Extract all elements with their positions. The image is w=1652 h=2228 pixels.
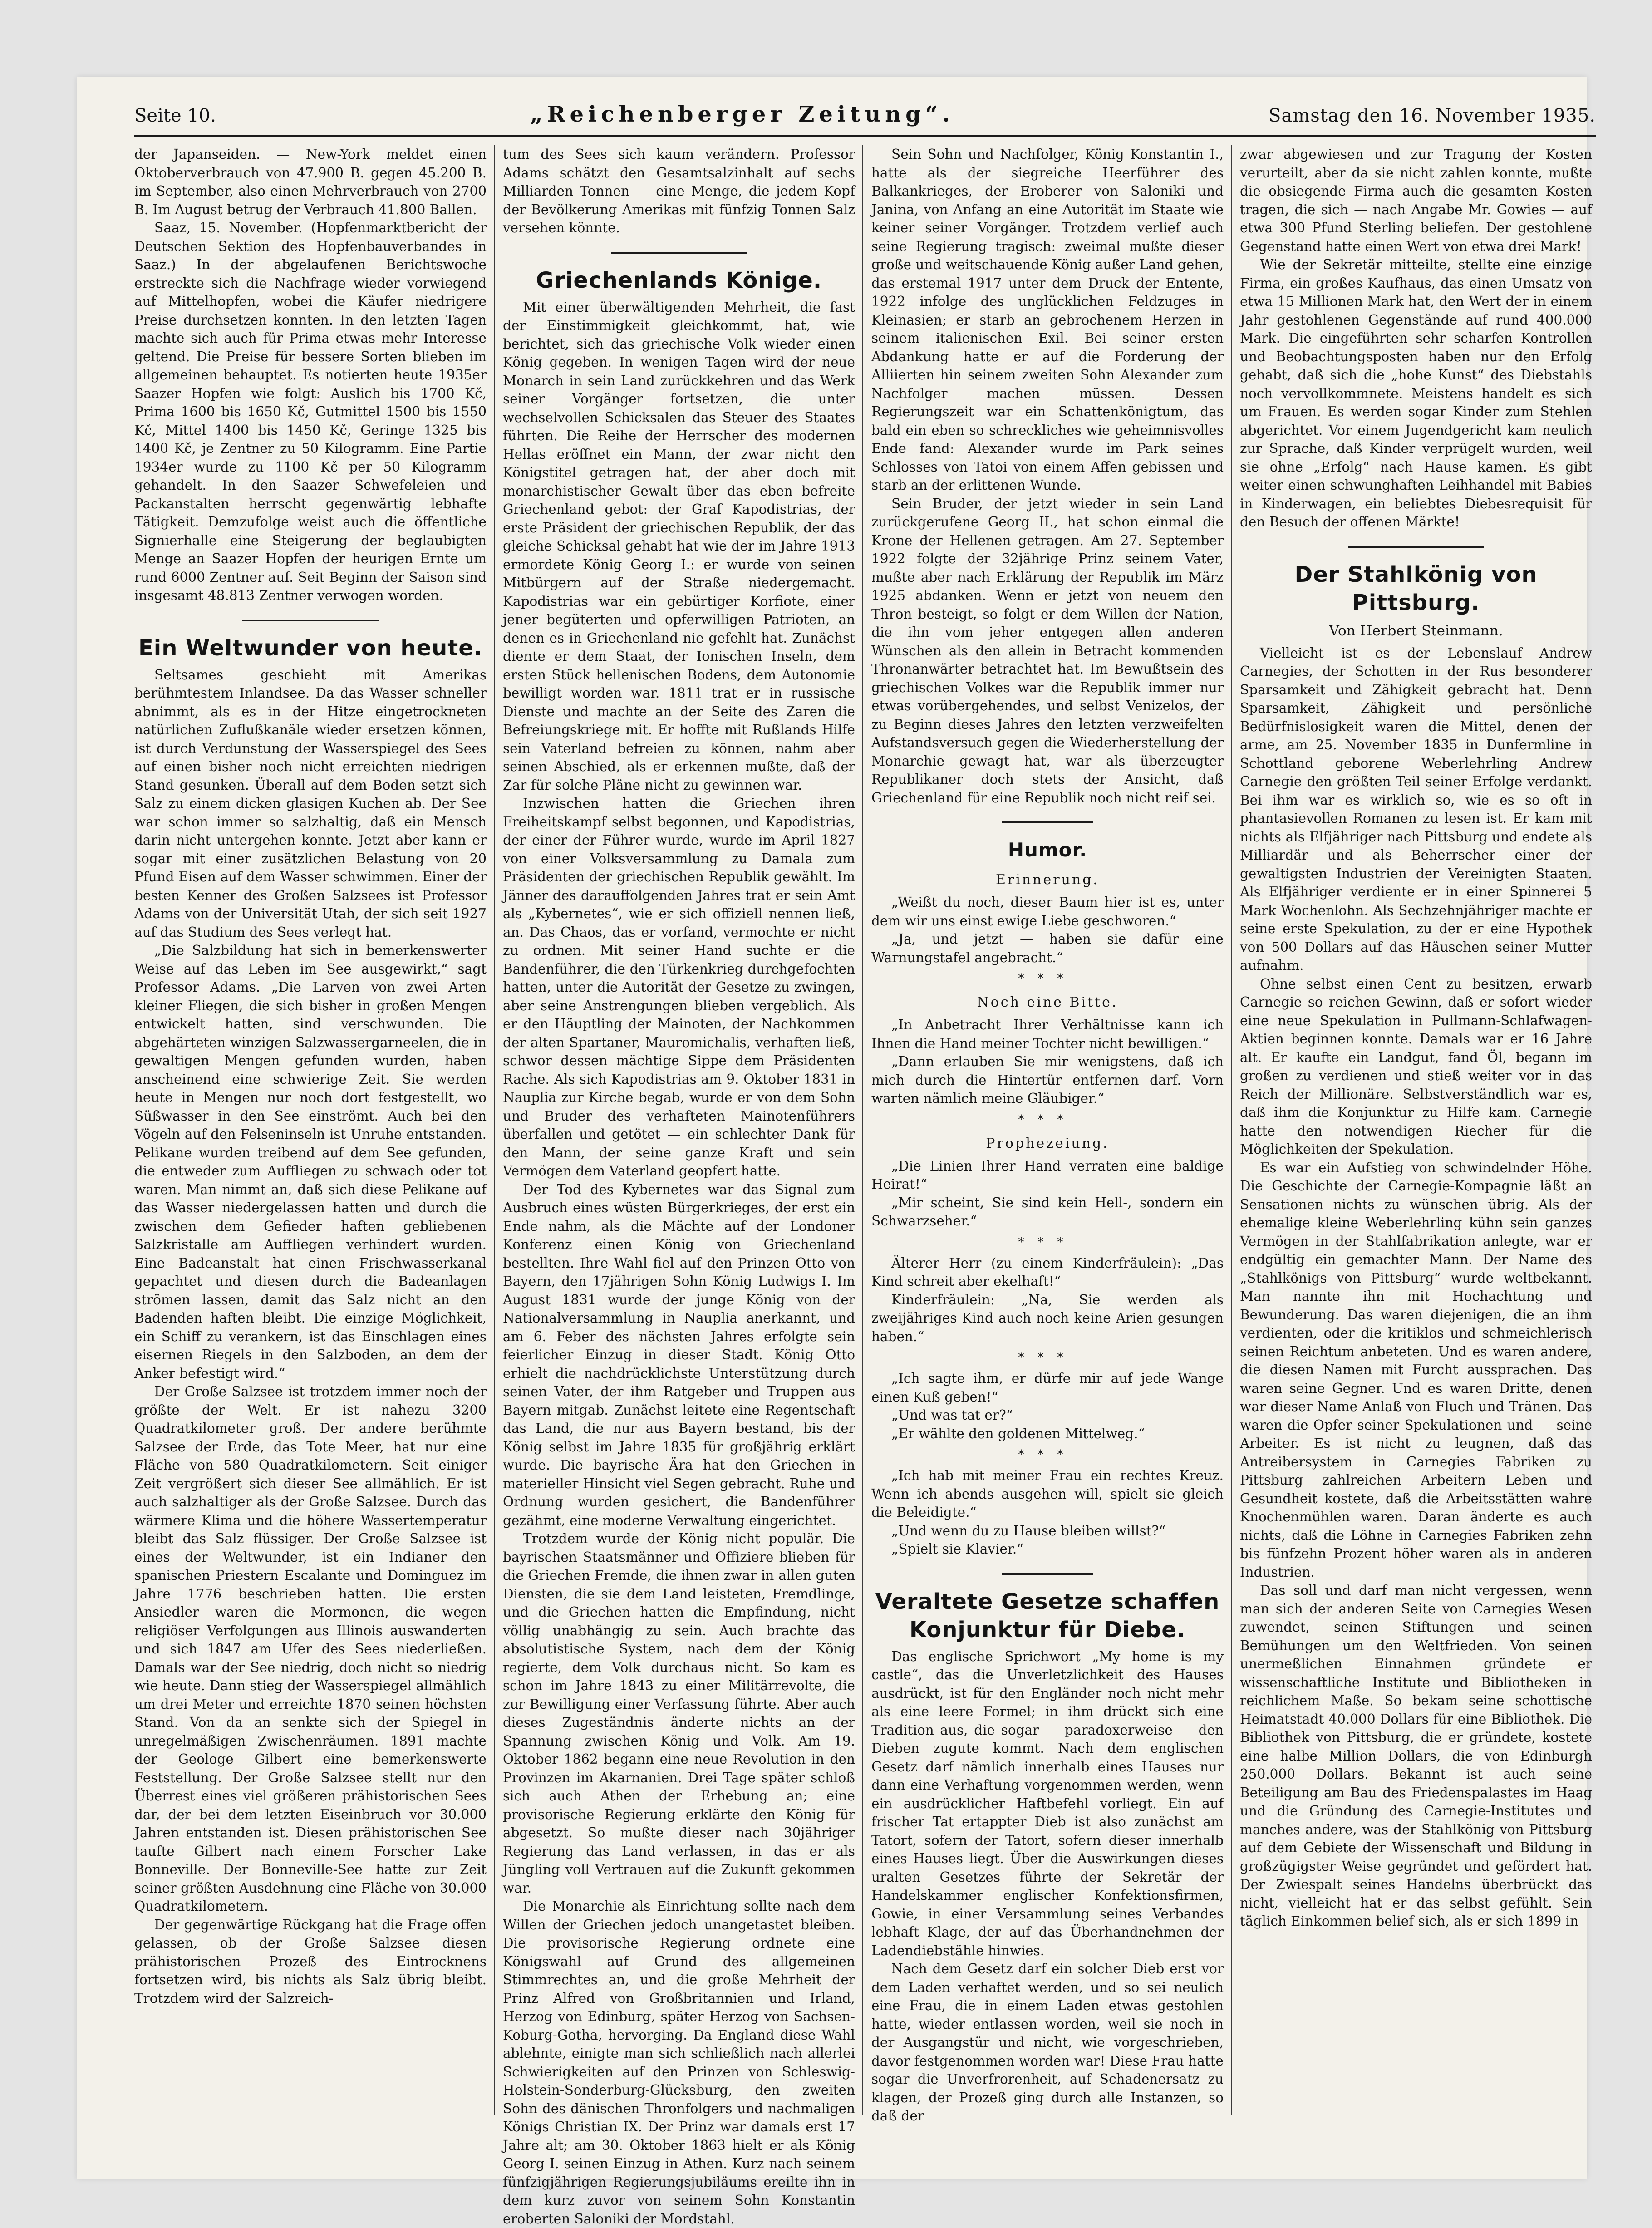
section-divider [611, 252, 747, 254]
joke-line: „Ja, und jetzt — haben sie dafür eine Warnungstafel angebracht.“ [871, 931, 1224, 965]
joke-line: „Weißt du noch, dieser Baum hier ist es, unter dem wir uns einst ewige Liebe geschworen.“ [871, 895, 1224, 929]
text-paragraph: Wie der Sekretär mitteilte, stellte eine einzige Firma, ein großes Kaufhaus, das einen Umsatz von etwa 15 Millionen Mark hat, den Wert der in einem Jahr gestohlenen Gegenstände auf rund 400.000 Mark. Die eingeführten sehr scharfen Kontrollen und Beobachtungsposten haben nur den Erfolg gehabt, daß sich die „hohe Kunst“ des Diebstahls noch vervollkommnete. Meistens handelt es sich um Frauen. Es werden sogar Kinder zum Stehlen abgerichtet. Vor einem Jugendgericht kam neulich zur Sprache, daß Kinder verprügelt wurden, weil sie ohne „Erfolg“ nach Hause kamen. Es gibt weiter einen schwunghaften Leihhandel mit Babies in Kinderwagen, ein beliebtes Diebesrequisit für den Besuch der offenen Märkte! [1240, 257, 1592, 530]
text-paragraph: der Japanseiden. — New-York meldet einen Oktoberverbrauch von 47.900 B. gegen 45.200 B. im September, also einen Mehrverbrauch von 2700 B. Im August betrug der Verbrauch 41.800 Ballen. [134, 147, 487, 217]
joke-line: „Die Linien Ihrer Hand verraten eine baldige Heirat!“ [871, 1158, 1224, 1192]
text-paragraph: Vielleicht ist es der Lebenslauf Andrew Carnegies, der Schotten in der Rus besonderer Sparsamkeit und Zähigkeit gebracht hat. Denn Sparsamkeit, Zähigkeit und persönliche Bedürfnislosigkeit waren die Mittel, denen der arme, am 25. November 1835 in Dunfermline in Schottland geborene Weberlehrling Andrew Carnegie den größten Teil seiner Erfolge verdankt. Bei ihm war es wirklich so, wie es so oft in phantasievollen Romanen zu lesen ist. Er kam mit nichts als Elfjähriger nach Pittsburg und endete als Milliardär und als Beherrscher einer der gewaltigsten Industrien der Vereinigten Staaten. Als Elfjähriger verdiente er in einer Spinnerei 5 Mark Wochenlohn. Als Sechzehnjähriger machte er seine erste Spekulation, zu der er eine Hypothek von 500 Dollars auf das Häuschen seiner Mutter aufnahm. [1240, 645, 1592, 973]
text-paragraph: Seltsames geschieht mit Amerikas berühmtestem Inlandsee. Da das Wasser schneller abnimmt, als es in der Hitze eingetrockneten natürlichen Zuflußkanäle wieder ersetzen können, ist durch Verdunstung der Wasserspiegel des Sees auf einen bisher noch nicht erreichten niedrigen Stand gesunken. Überall auf dem Boden setzt sich Salz zu einem dicken glasigen Kuchen ab. Der See war schon immer so salzhaltig, daß ein Mensch darin nicht untergehen konnte. Jetzt aber kann er sogar mit einer zusätzlichen Belastung von 20 Pfund Eisen auf dem Wasser schwimmen. Einer der besten Kenner des Großen Salzsees ist Professor Adams von der Universität Utah, der sich seit 1927 auf das Studium des Sees verlegt hat. [134, 667, 487, 940]
page-number: Seite 10. [134, 105, 216, 126]
joke-title: Erinnerung. [996, 872, 1099, 888]
section-divider [242, 620, 379, 621]
text-paragraph: Es war ein Aufstieg von schwindelnder Höhe. Die Geschichte der Carnegie-Kompagnie läßt an Sensationen nichts zu wünschen übrig. Als der ehemalige kleine Weberlehrling kühn sein ganzes Vermögen in der Stahlfabrikation anlegte, war er endgültig ein gemachter Mann. Der Name des „Stahlkönigs von Pittsburg“ wurde weltbekannt. Man nannte ihn mit Hochachtung und Bewunderung. Das waren diejenigen, die an ihm verdienten, oder die kritiklos und schmeichlerisch seinen Reichtum anbeteten. Und es waren andere, die diesen Namen mit Furcht aussprachen. Das waren seine Gegner. Und es waren Dritte, denen war dieser Name Anlaß von Fluch und Tränen. Das waren die Opfer seiner Spekulationen und — seine Arbeiter. Es ist nicht zu leugnen, daß das Antreibersystem in Carnegies Fabriken zu Pittsburg zahlreichen Arbeitern Leben und Gesundheit kostete, daß die Arbeitsstätten wahre Knochenmühlen waren. Daran änderte es auch nichts, daß die Löhne in Carnegies Fabriken zehn bis fünfzehn Prozent höher waren als in anderen Industrien. [1240, 1160, 1592, 1580]
column-divider [1231, 145, 1232, 2115]
text-paragraph: Sein Sohn und Nachfolger, König Konstantin I., hatte als der siegreiche Heerführer des Balkankrieges, der Eroberer von Saloniki und Janina, von Anfang an eine Autorität im Staate wie keiner seiner Vorgänger. Trotzdem verlief auch seine Regierung tragisch: zweimal mußte dieser große und weitschauende König außer Land gehen, das erstemal 1917 unter dem Druck der Entente, 1922 infolge des unglücklichen Feldzuges in Kleinasien; er starb an gebrochenem Herzen in seinem italienischen Exil. Bei seiner ersten Abdankung hatte er auf die Forderung der Alliierten hin seinem zweiten Sohn Alexander zum Nachfolger machen müssen. Dessen Regierungszeit war ein Schattenkönigtum, das bald ein eben so schreckliches wie geheimnisvolles Ende fand: Alexander wurde im Park seines Schlosses von Tatoi von einem Affen gebissen und starb an der erlittenen Wunde. [871, 147, 1224, 493]
joke-title: Prophezeiung. [986, 1135, 1109, 1151]
joke-line: „In Anbetracht Ihrer Verhältnisse kann ich Ihnen die Hand meiner Tochter nicht bewilligen.“ [871, 1017, 1224, 1051]
page-header [134, 102, 1596, 129]
column-3 [871, 145, 1224, 2125]
star-separator: *** [1018, 1112, 1077, 1126]
humor-headline: Humor. [1008, 839, 1087, 861]
joke-line: „Und wenn du zu Hause bleiben willst?“ [891, 1523, 1166, 1539]
joke-line: „Er wählte den goldenen Mittelweg.“ [891, 1426, 1145, 1441]
joke-line: „Dann erlauben Sie mir wenigstens, daß ich mich durch die Hintertür entfernen darf. Vorn warten nämlich meine Gläubiger.“ [871, 1054, 1224, 1106]
author-byline: Von Herbert Steinmann. [1329, 622, 1503, 639]
newspaper-page [77, 77, 1596, 2227]
star-separator: *** [1018, 972, 1077, 985]
column-2 [503, 145, 855, 2228]
text-paragraph: Das englische Sprichwort „My home is my castle“, das die Unverletzlichkeit des Hauses ausdrückt, ist für den Engländer noch nicht mehr als eine leere Formel; in ihm drückt sich eine Tradition aus, die sogar — paradoxerweise — den Dieben zugute kommt. Nach dem englischen Gesetz darf nämlich innerhalb eines Hauses nur dann eine Verhaftung vorgenommen werden, wenn ein ausdrücklicher Haftbefehl vorliegt. Ein auf frischer Tat ertappter Dieb ist also zunächst am Tatort, sofern der Tatort, sofern dieser innerhalb eines Hauses liegt. Über die Auswirkungen dieses uralten Gesetzes führte der Sekretär der Handelskammer englischer Konfektionsfirmen, Gowie, in einer Versammlung seines Verbandes lebhaft Klage, der auf das Überhandnehmen der Ladendiebstähle hinwies. [871, 1648, 1224, 1958]
text-paragraph: zwar abgewiesen und zur Tragung der Kosten verurteilt, aber da sie nicht zahlen konnte, mußte die obsiegende Firma auch die gesamten Kosten tragen, die sich — nach Angabe Mr. Gowies — auf etwa 300 Pfund Sterling beliefen. Der gestohlene Gegenstand hatte einen Wert von etwa drei Mark! [1240, 147, 1592, 254]
text-paragraph: Sein Bruder, der jetzt wieder in sein Land zurückgerufene Georg II., hat schon einmal die Krone der Hellenen getragen. Am 27. September 1922 folgte der 32jährige Prinz seinem Vater, mußte aber nach Erklärung der Republik im März 1925 abdanken. Wenn er jetzt von neuem den Thron besteigt, so folgt er dem Willen der Nation, die ihn vom jeher entgegen allen anderen Wünschen als den allein in Betracht kommenden Thronanwärter betrachtet hat. Im Bewußtsein des griechischen Volkes war die Republik immer nur etwas vorübergehendes, und selbst Venizelos, der zu Beginn dieses Jahres den letzten verzweifelten Aufstandsversuch gegen die Wiederherstellung der Monarchie gewagt hat, war als überzeugter Republikaner doch stets der Ansicht, daß Griechenland für eine Republik noch nicht reif sei. [871, 496, 1224, 806]
text-paragraph: Die Monarchie als Einrichtung sollte nach dem Willen der Griechen jedoch unangetastet bleiben. Die provisorische Regierung ordnete eine Königswahl auf Grund des allgemeinen Stimmrechtes an, und die große Mehrheit der Prinz Alfred von Großbritannien und Irland, Herzog von Edinburg, später Herzog von Sachsen-Koburg-Gotha, hervorging. Da England diese Wahl ablehnte, einigte man sich schließlich nach allerlei Schwierigkeiten auf den Prinzen von Schleswig-Holstein-Sonderburg-Glücksburg, den zweiten Sohn des dänischen Thronfolgers und nachmaligen Königs Christian IX. Der Prinz war damals erst 17 Jahre alt; am 30. Oktober 1863 hielt er als König Georg I. seinen Einzug in Athen. Kurz nach seinem fünfzigjährigen Regierungsjubiläums ereilte ihn in dem kurz zuvor von seinem Sohn Konstantin eroberten Saloniki der Mordstahl. [503, 1898, 855, 2227]
column-divider [494, 145, 495, 2115]
text-paragraph: „Die Salzbildung hat sich in bemerkenswerter Weise auf das Leben im See ausgewirkt,“ sagt Professor Adams. „Die Larven von zwei Arten kleiner Fliegen, die sich bisher in großen Mengen entwickelt hatten, sind verschwunden. Die abgehärteten winzigen Salzwassergarneelen, die in gewaltigen Mengen gefunden wurden, haben anscheinend eine schwierige Zeit. Sie werden heute in Mengen nur noch dort festgestellt, wo Süßwasser in den See einströmt. Auch bei den Vögeln auf den Felseninseln ist Unruhe entstanden. Pelikane wurden treibend auf dem See gefunden, die entweder zum Auffliegen zu schwach oder tot waren. Man nimmt an, daß sich diese Pelikane auf das Wasser niedergelassen hatten und durch die zwischen dem Gefieder haften gebliebenen Salzkristalle am Auffliegen verhindert wurden. Eine Badeanstalt hat einen Frischwasserkanal gepachtet und diesen durch die Badeanlagen strömen lassen, damit das Salz nicht an den Badenden haften bleibt. Die einzige Möglichkeit, ein Schiff zu verankern, ist das Einschlagen eines eisernen Riegels in den Salzboden, an dem der Anker befestigt wird.“ [134, 943, 487, 1381]
newspaper-title: „Reichenberger Zeitung“. [530, 102, 954, 127]
hop-market-report: Saaz, 15. November. (Hopfenmarktbericht der Deutschen Sektion des Hopfenbauverbandes in Saaz.) In der abgelaufenen Berichtswoche erstreckte sich die Nachfrage wieder vorwiegend auf Mittelhopfen, wobei die Käufer niedrigere Preise durchsetzen konnten. In den letzten Tagen machte sich auch für Prima etwas mehr Interesse geltend. Die Preise für bessere Sorten blieben im allgemeinen behauptet. Es notierten heute 1935er Saazer Hopfen wie folgt: Auslich bis 1700 Kč, Prima 1600 bis 1650 Kč, Gutmittel 1500 bis 1550 Kč, Mittel 1400 bis 1450 Kč, Geringe 1325 bis 1400 Kč, je Zentner zu 50 Kilogramm. Eine Partie 1934er wurde zu 1100 Kč per 50 Kilogramm gehandelt. In den Saazer Schwefeleien und Packanstalten herrscht gegenwärtig lebhafte Tätigkeit. Demzufolge weist auch die öffentliche Signierhalle eine Steigerung der beglaubigten Menge an Saazer Hopfen der heurigen Ernte um rund 6000 Zentner auf. Seit Beginn der Saison sind insgesamt 48.813 Zentner verwogen worden. [134, 220, 487, 603]
text-paragraph: Der Große Salzsee ist trotzdem immer noch der größte der Welt. Er ist nahezu 3200 Quadratkilometer groß. Der andere berühmte Salzsee der Erde, das Tote Meer, hat nur eine Fläche von 580 Quadratkilometern. Seit einiger Zeit vergrößert sich dieser See allmählich. Er ist auch salzhaltiger als der Große Salzsee. Durch das wärmere Klima und die höhere Wassertemperatur bleibt das Salz flüssiger. Der Große Salzsee ist eines der Weltwunder, ist ein Indianer den spanischen Priestern Escalante und Dominguez im Jahre 1776 beschrieben hatten. Die ersten Ansiedler waren die Mormonen, die wegen religiöser Verfolgungen aus Illinois auswanderten und sich 1847 am Ufer des Sees niederließen. Damals war der See niedrig, doch nicht so niedrig wie heute. Dann stieg der Wasserspiegel allmählich um drei Meter und erreichte 1870 seinen höchsten Stand. Von da an senkte sich der Spiegel in unregelmäßigen Zwischenräumen. 1891 machte der Geologe Gilbert eine bemerkenswerte Feststellung. Der Große Salzsee stellt nur den Überrest eines viel größeren prähistorischen Sees dar, der bei dem letzten Eiseinbruch vor 30.000 Jahren entstanden ist. Diesen prähistorischen See taufte Gilbert nach einem Forscher Lake Bonneville. Der Bonneville-See hatte zur Zeit seiner größten Ausdehnung eine Fläche von 30.000 Quadratkilometern. [134, 1384, 487, 1914]
column-1 [134, 145, 487, 2007]
text-paragraph: Der gegenwärtige Rückgang hat die Frage offen gelassen, ob der Große Salzsee diesen prähistorischen Prozeß des Eintrocknens fortsetzen wird, bis nichts als Salz übrig bleibt. Trotzdem wird der Salzreich- [134, 1917, 487, 2006]
article-headline: Veraltete Gesetze schaffen Konjunktur für Diebe. [875, 1589, 1220, 1643]
star-separator: *** [1018, 1351, 1077, 1364]
joke-line: Kinderfräulein: „Na, Sie werden als zweijähriges Kind auch noch keine Arien gesungen haben.“ [871, 1292, 1224, 1344]
column-divider [862, 145, 863, 2115]
joke-line: „Spielt sie Klavier.“ [891, 1541, 1024, 1557]
section-divider [1002, 821, 1093, 823]
star-separator: *** [1018, 1448, 1077, 1461]
issue-date: Samstag den 16. November 1935. [1268, 105, 1596, 126]
article-headline: Der Stahlkönig von Pittsburg. [1294, 561, 1538, 615]
text-paragraph: tum des Sees sich kaum verändern. Professor Adams schätzt den Gesamtsalzinhalt auf sechs Milliarden Tonnen — eine Menge, die jedem Kopf der Bevölkerung Amerikas mit fünfzig Tonnen Salz versehen könnte. [503, 147, 855, 236]
star-separator: *** [1018, 1235, 1077, 1249]
joke-line: „Und was tat er?“ [891, 1407, 1013, 1423]
text-paragraph: Der Tod des Kybernetes war das Signal zum Ausbruch eines wüsten Bürgerkrieges, der erst ein Ende nahm, als die Mächte auf der Londoner Konferenz einen König von Griechenland bestellten. Ihre Wahl fiel auf den Prinzen Otto von Bayern, den 17jährigen Sohn König Ludwigs I. Im August 1831 wurde der junge König von der Nationalversammlung in Nauplia anerkannt, und am 6. Feber des nächsten Jahres erfolgte sein feierlicher Einzug in dieser Stadt. König Otto erhielt die nachdrücklichste Unterstützung durch seinen Vater, der ihm Ratgeber und Truppen aus Bayern mitgab. Zunächst leitete eine Regentschaft das Land, die nur aus Bayern bestand, bis der König selbst im Jahre 1835 für großjährig erklärt wurde. Die bayrische Ära hat den Griechen in materieller Hinsicht viel Segen gebracht. Ruhe und Ordnung wurden gesichert, die Bandenführer gezähmt, eine moderne Verwaltung eingerichtet. [503, 1181, 855, 1528]
section-divider [1002, 1573, 1093, 1575]
text-paragraph: Das soll und darf man nicht vergessen, wenn man sich der anderen Seite von Carnegies Wesen zuwendet, seinen Stiftungen und seinen Bemühungen um den Weltfrieden. Von seinen unermeßlichen Einnahmen gründete er wissenschaftliche Institute und Bibliotheken in reichlichem Maße. So bekam seine schottische Heimatstadt 40.000 Dollars für eine Bibliothek. Die Bibliothek von Pittsburg, die er gründete, kostete eine halbe Million Dollars, die von Edinburgh 250.000 Dollars. Bekannt ist auch seine Beteiligung am Bau des Friedenspalastes im Haag und die Gründung des Carnegie-Institutes und manches andere, was der Stahlkönig von Pittsburg auf dem Gebiete der Wissenschaft und Bildung in großzügigster Weise gegründet und gefördert hat. Der Zwiespalt seines Handelns überbrückt das nicht, vielleicht hat er das selbst gefühlt. Sein täglich Einkommen belief sich, als er sich 1899 in [1240, 1583, 1592, 1929]
text-paragraph: Mit einer überwältigenden Mehrheit, die fast der Einstimmigkeit gleichkommt, hat, wie berichtet, sich das griechische Volk wieder einen König gegeben. In wenigen Tagen wird der neue Monarch in sein Land zurückkehren und das Werk seiner Vorgänger fortsetzen, die unter wechselvollen Schicksalen das Steuer des Staates führten. Die Reihe der Herrscher des modernen Hellas eröffnet ein Mann, der zwar nicht den Königstitel getragen hat, der aber doch mit monarchistischer Gewalt über das eben befreite Griechenland gebot: der Graf Kapodistrias, der erste Präsident der griechischen Republik, der das gleiche Schicksal gehabt hat wie der im Jahre 1913 ermordete König Georg I.: er wurde von seinen Mitbürgern auf der Straße niedergemacht. Kapodistrias war ein gebürtiger Korfiote, einer jener begüterten und opferwilligen Patrioten, an denen es in Griechenland nie gefehlt hat. Zunächst diente er dem Staat, der Ionischen Inseln, dem ersten Stück hellenischen Bodens, dem Autonomie bewilligt worden war. 1811 trat er in russische Dienste und machte an der Seite des Zaren die Befreiungskriege mit. Er hoffte mit Rußlands Hilfe sein Vaterland befreien zu können, nahm aber seinen Abschied, als er erkennen mußte, daß der Zar für solche Pläne nicht zu gewinnen war. [503, 299, 855, 793]
joke-line: Älterer Herr (zu einem Kinderfräulein): „Das Kind schreit aber ekelhaft!“ [871, 1255, 1224, 1289]
joke-line: „Ich sagte ihm, er dürfe mir auf jede Wange einen Kuß geben!“ [871, 1371, 1224, 1405]
text-paragraph: Trotzdem wurde der König nicht populär. Die bayrischen Staatsmänner und Offiziere blieben für die Griechen Fremde, die ihnen zwar in allen guten Diensten, die sie dem Land leisteten, Fremdlinge, und die Griechen hatten die Empfindung, nicht völlig unabhängig zu sein. Auch brachte das absolutistische System, nach dem der König regierte, dem Volk durchaus nicht. So kam es schon im Jahre 1843 zu einer Militärrevolte, die zur Bewilligung einer Verfassung führte. Aber auch dieses Zugeständnis änderte nichts an der Spannung zwischen König und Volk. Am 19. Oktober 1862 begann eine neue Revolution in den Provinzen im Akarnanien. Drei Tage später schloß sich auch Athen der Erhebung an; eine provisorische Regierung erklärte den König für abgesetzt. So mußte dieser nach 30jähriger Regierung das Land verlassen, in das er als Jüngling voll Vertrauen auf die Zukunft gekommen war. [503, 1531, 855, 1896]
text-paragraph: Nach dem Gesetz darf ein solcher Dieb erst vor dem Laden verhaftet werden, und so sei neulich eine Frau, die in einem Laden etwas gestohlen hatte, wieder entlassen worden, weil sie noch in der Ausgangstür und nicht, wie vorgeschrieben, davor festgenommen worden war! Diese Frau hatte sogar die Unverfrorenheit, auf Schadenersatz zu klagen, der Prozeß ging durch alle Instanzen, so daß der [871, 1961, 1224, 2124]
section-divider [1348, 546, 1484, 548]
column-4 [1240, 145, 1592, 1931]
joke-line: „Mir scheint, Sie sind kein Hell-, sondern ein Schwarzseher.“ [871, 1195, 1224, 1229]
joke-line: „Ich hab mit meiner Frau ein rechtes Kreuz. Wenn ich abends ausgehen will, spielt sie gleich die Beleidigte.“ [871, 1468, 1224, 1520]
text-paragraph: Inzwischen hatten die Griechen ihren Freiheitskampf selbst begonnen, und Kapodistrias, der einer der Führer wurde, wurde im April 1827 von einer Volksversammlung zu Damala zum Präsidenten der griechischen Republik gewählt. Im Jänner des darauffolgenden Jahres trat er sein Amt als „Kybernetes“, wie er sich offiziell nennen ließ, an. Das Chaos, das er vorfand, vermochte er nicht zu ordnen. Mit seiner Hand suchte er die Bandenführer, die den Türkenkrieg durchgefochten hatten, unter die Autorität der Gesetze zu zwingen, aber seine Anstrengungen blieben vergeblich. Als er den Häuptling der Mainoten, der Nachkommen der alten Spartaner, Mauromichalis, verhaften ließ, schwor dessen mächtige Sippe dem Präsidenten Rache. Als sich Kapodistrias am 9. Oktober 1831 in Nauplia zur Kirche begab, wurde er von dem Sohn und Bruder des verhafteten Mainotenführers überfallen und getötet — ein schlechter Dank für den Mann, der seine ganze Kraft und sein Vermögen dem Vaterland geopfert hatte. [503, 796, 855, 1179]
text-paragraph: Ohne selbst einen Cent zu besitzen, erwarb Carnegie so reichen Gewinn, daß er sofort wieder eine neue Spekulation in Pullmann-Schlafwagen-Aktien beginnen konnte. Damals war er 16 Jahre alt. Er kaufte ein Landgut, fand Öl, begann im großen zu verdienen und stieß weiter vor in das Reich der Millionäre. Selbstverständlich war es, daß ihm die Konjunktur zu Hilfe kam. Carnegie hatte den notwendigen Riecher für die Möglichkeiten der Spekulation. [1240, 976, 1592, 1157]
joke-title: Noch eine Bitte. [977, 994, 1118, 1010]
article-headline: Ein Weltwunder von heute. [138, 635, 483, 661]
header-rule [134, 135, 1596, 137]
article-headline: Griechenlands Könige. [536, 267, 822, 293]
